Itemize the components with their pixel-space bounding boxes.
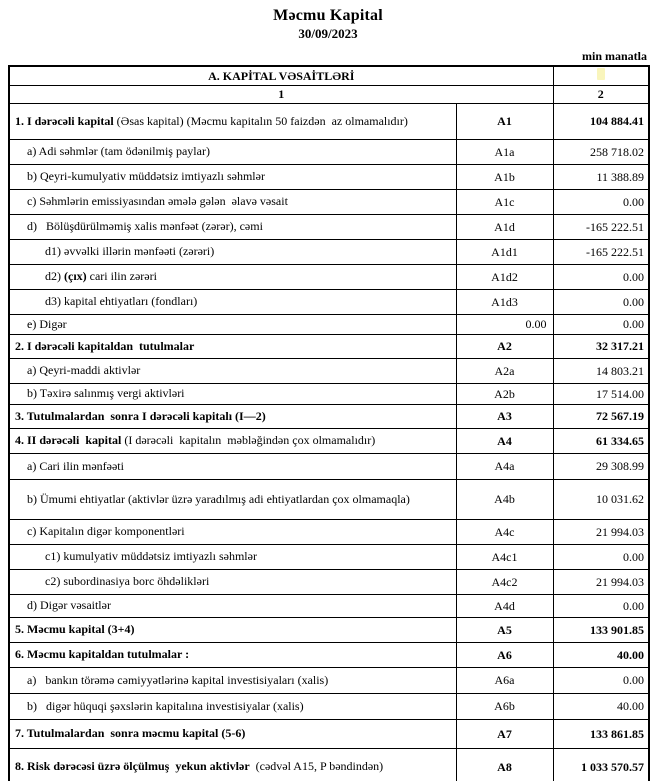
row-label — [9, 384, 456, 405]
row-code: A4b — [456, 480, 553, 520]
row-value: 0.00 — [553, 545, 649, 570]
unit-note: min manatla — [581, 49, 647, 63]
row-label — [9, 405, 456, 429]
section-header-row — [9, 66, 649, 86]
row-code: A2 — [456, 335, 553, 359]
row-value: 11 388.89 — [553, 165, 649, 190]
column-number-row — [9, 86, 649, 104]
row-label — [9, 315, 456, 335]
row-value: 29 308.99 — [553, 454, 649, 480]
row-label-segment-bold: 2. I dərəcəli kapitaldan tutulmalar — [15, 338, 195, 353]
col2-header: 2 — [553, 86, 649, 104]
row-code: A1b — [456, 165, 553, 190]
row-value: 133 901.85 — [553, 618, 649, 643]
row-label — [9, 694, 456, 720]
row-code: A4d — [456, 595, 553, 618]
row-value: 40.00 — [553, 694, 649, 720]
row-label-segment-bold: 8. Risk dərəcəsi üzrə ölçülmuş yekun aktivlər — [15, 759, 250, 774]
row-value: 0.00 — [553, 595, 649, 618]
row-label — [9, 454, 456, 480]
row-label — [9, 215, 456, 240]
row-value: 0.00 — [553, 190, 649, 215]
row-code: A4c2 — [456, 570, 553, 595]
table-row — [9, 335, 649, 359]
row-code: A1 — [456, 104, 553, 140]
table-row — [9, 480, 649, 520]
row-label — [9, 643, 456, 668]
row-code: A4c1 — [456, 545, 553, 570]
row-label-segment: e) Digər — [27, 316, 67, 331]
table-row — [9, 140, 649, 165]
table-row — [9, 104, 649, 140]
faint-highlight-mark — [597, 68, 605, 80]
row-label-segment: d2) — [45, 269, 64, 284]
row-code: A1d3 — [456, 290, 553, 315]
row-label — [9, 480, 456, 520]
row-value: 104 884.41 — [553, 104, 649, 140]
table-row — [9, 290, 649, 315]
row-value: 10 031.62 — [553, 480, 649, 520]
table-row — [9, 520, 649, 545]
row-label-segment-bold: (çıx) — [64, 269, 87, 284]
row-label — [9, 429, 456, 454]
table-row — [9, 668, 649, 694]
row-code: A1d2 — [456, 265, 553, 290]
row-label-segment: a) Cari ilin mənfəəti — [27, 458, 124, 473]
row-value: 0.00 — [553, 265, 649, 290]
table-row — [9, 643, 649, 668]
table-row — [9, 240, 649, 265]
row-code: A1d — [456, 215, 553, 240]
row-label-segment: b) Qeyri-kumulyativ müddətsiz imtiyazlı səhmlər — [27, 169, 265, 184]
row-label — [9, 720, 456, 749]
table-row — [9, 545, 649, 570]
row-value: -165 222.51 — [553, 240, 649, 265]
row-label-segment: (cədvəl A15, P bəndindən) — [249, 759, 384, 774]
row-code: A3 — [456, 405, 553, 429]
table-row — [9, 165, 649, 190]
report-title: Məcmu Kapital — [273, 7, 383, 24]
table-row — [9, 384, 649, 405]
row-value: 32 317.21 — [553, 335, 649, 359]
row-label-segment: c) Səhmlərin emissiyasından əmələ gələn əlavə vəsait — [27, 194, 288, 209]
report-date: 30/09/2023 — [298, 26, 358, 41]
row-label — [9, 749, 456, 781]
row-value: 72 567.19 — [553, 405, 649, 429]
table-row — [9, 215, 649, 240]
row-label-segment-bold: 1. I dərəcəli kapital — [15, 113, 114, 128]
table-row — [9, 595, 649, 618]
row-value: 133 861.85 — [553, 720, 649, 749]
row-code: A2a — [456, 359, 553, 384]
row-value: 17 514.00 — [553, 384, 649, 405]
row-label-segment: b) digər hüquqi şəxslərin kapitalına investisiyalar (xalis) — [27, 698, 304, 713]
row-label-segment: c2) subordinasiya borc öhdəlikləri — [45, 574, 210, 589]
row-value: 61 334.65 — [553, 429, 649, 454]
row-code: A8 — [456, 749, 553, 781]
row-label — [9, 290, 456, 315]
row-label — [9, 265, 456, 290]
capital-table — [8, 65, 650, 781]
row-code: A4c — [456, 520, 553, 545]
row-code: A7 — [456, 720, 553, 749]
table-row — [9, 694, 649, 720]
row-label-segment: b) Təxirə salınmış vergi aktivləri — [27, 386, 185, 401]
row-value: 1 033 570.57 — [553, 749, 649, 781]
table-row — [9, 265, 649, 290]
row-code: A6 — [456, 643, 553, 668]
row-value: -165 222.51 — [553, 215, 649, 240]
table-row — [9, 190, 649, 215]
row-value: 0.00 — [553, 290, 649, 315]
table-row — [9, 359, 649, 384]
row-label — [9, 595, 456, 618]
row-code: A4a — [456, 454, 553, 480]
row-label — [9, 668, 456, 694]
row-label — [9, 618, 456, 643]
row-code: A1c — [456, 190, 553, 215]
row-label — [9, 570, 456, 595]
table-row — [9, 315, 649, 335]
row-code: A2b — [456, 384, 553, 405]
row-value: 0.00 — [553, 668, 649, 694]
row-code: 0.00 — [456, 315, 553, 335]
row-value: 258 718.02 — [553, 140, 649, 165]
row-label-segment: a) bankın törəmə cəmiyyətlərinə kapital investisiyaları (xalis) — [27, 672, 329, 687]
row-label — [9, 165, 456, 190]
row-label-segment-bold: 3. Tutulmalardan sonra I dərəcəli kapitalı (I—2) — [15, 408, 266, 423]
row-code: A5 — [456, 618, 553, 643]
row-label — [9, 359, 456, 384]
row-label-segment: d3) kapital ehtiyatları (fondları) — [45, 294, 198, 309]
row-label-segment-bold: 6. Məcmu kapitaldan tutulmalar : — [15, 647, 190, 662]
row-code: A1a — [456, 140, 553, 165]
section-header: A. KAPİTAL VƏSAİTLƏRİ — [9, 66, 553, 86]
row-label-segment-bold: 5. Məcmu kapital (3+4) — [15, 622, 135, 637]
table-row — [9, 749, 649, 781]
row-label — [9, 520, 456, 545]
row-label — [9, 140, 456, 165]
row-code: A1d1 — [456, 240, 553, 265]
row-label-segment: d) Bölüşdürülməmiş xalis mənfəət (zərər), cəmi — [27, 219, 263, 234]
row-label — [9, 240, 456, 265]
table-row — [9, 429, 649, 454]
table-row — [9, 720, 649, 749]
row-value: 40.00 — [553, 643, 649, 668]
row-label-segment: c1) kumulyativ müddətsiz imtiyazlı səhmlər — [45, 549, 257, 564]
row-label-segment: d1) əvvəlki illərin mənfəəti (zərəri) — [45, 244, 215, 259]
row-label — [9, 335, 456, 359]
col1-header: 1 — [9, 86, 553, 104]
row-label-segment: (I dərəcəli kapitalın məbləğindən çox olmamalıdır) — [121, 433, 376, 448]
row-label — [9, 190, 456, 215]
row-label-segment-bold: 4. II dərəcəli kapital — [15, 433, 122, 448]
row-label-segment: a) Adi səhmlər (tam ödənilmiş paylar) — [27, 144, 210, 159]
row-label-segment-bold: 7. Tutulmalardan sonra məcmu kapital (5-6) — [15, 726, 246, 741]
row-label-segment: (Əsas kapital) (Məcmu kapitalın 50 faizdən az olmamalıdır) — [113, 113, 408, 128]
row-code: A6a — [456, 668, 553, 694]
table-body — [9, 104, 649, 781]
row-code: A4 — [456, 429, 553, 454]
header-mark-cell — [553, 66, 649, 86]
table-row — [9, 618, 649, 643]
row-label-segment: a) Qeyri-maddi aktivlər — [27, 363, 141, 378]
row-label — [9, 545, 456, 570]
row-label-segment: b) Ümumi ehtiyatlar (aktivlər üzrə yaradılmış adi ehtiyatlardan çox olmamaqla) — [27, 491, 410, 506]
row-label-segment: c) Kapitalın digər komponentləri — [27, 524, 185, 539]
table-row — [9, 405, 649, 429]
row-value: 14 803.21 — [553, 359, 649, 384]
row-value: 0.00 — [553, 315, 649, 335]
row-label-segment: d) Digər vəsaitlər — [27, 598, 111, 613]
table-row — [9, 454, 649, 480]
row-code: A6b — [456, 694, 553, 720]
table-row — [9, 570, 649, 595]
row-label-segment: cari ilin zərəri — [86, 269, 157, 284]
row-value: 21 994.03 — [553, 570, 649, 595]
row-value: 21 994.03 — [553, 520, 649, 545]
row-label — [9, 104, 456, 140]
